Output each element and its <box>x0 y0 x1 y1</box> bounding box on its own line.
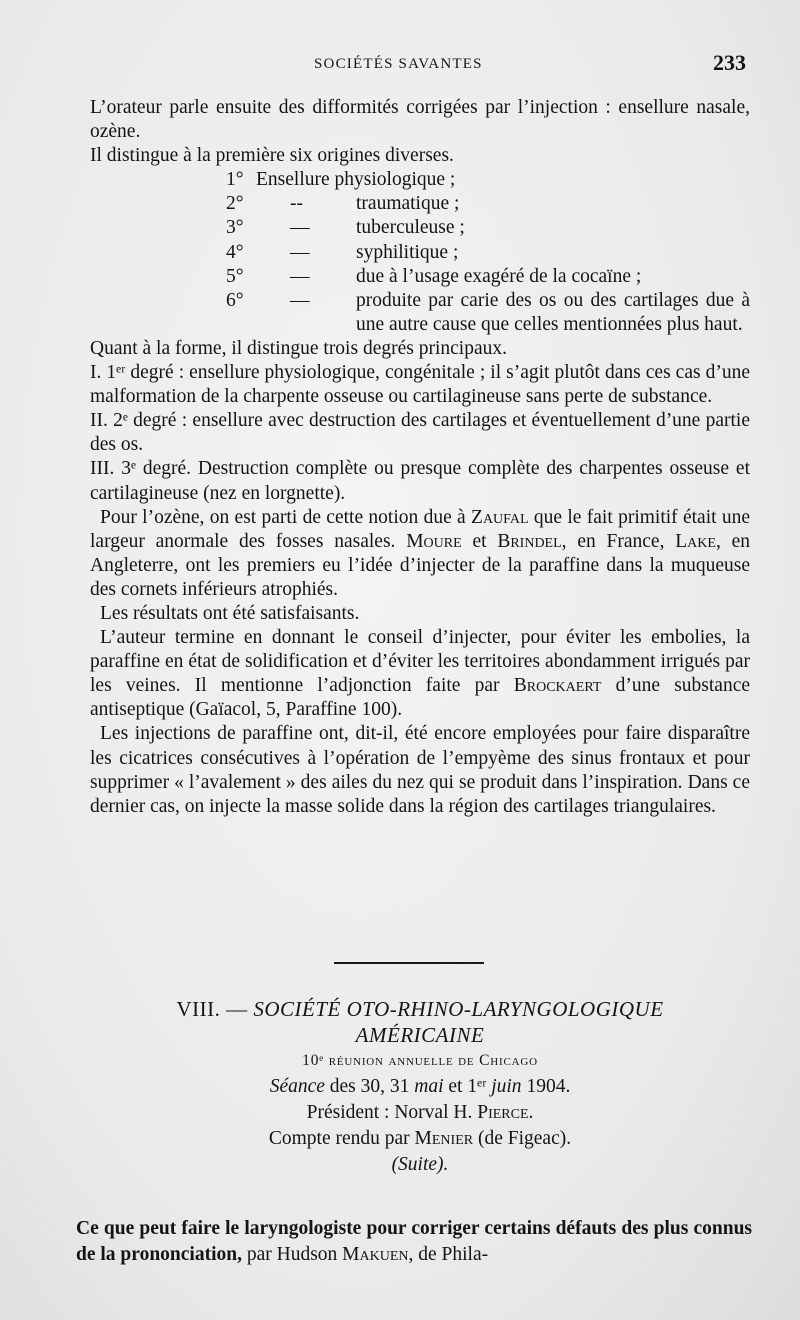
page-number: 233 <box>713 50 746 75</box>
text-run: que le fait primitif était une largeur anormale des fosses nasales. <box>90 506 751 552</box>
president-line <box>90 1100 750 1126</box>
origins-list <box>90 168 750 337</box>
paragraph-degree-3: III. 3ᵉ degré. Destruction complète ou presque complète des charpentes osseuse et cartilagineuse (nez en lorgnette). <box>90 458 750 504</box>
reporter-name: Menier <box>414 1128 474 1149</box>
list-dash: — <box>290 241 310 263</box>
text-run: d’une substance antiseptique (Gaïacol, 5, Paraffine 100). <box>90 675 751 721</box>
list-number: 6° <box>226 289 244 311</box>
author-lake: Lake <box>675 530 716 552</box>
paragraph-degree-1: I. 1ᵉʳ degré : ensellure physiologique, congénitale ; il s’agit plutôt dans ces cas d’une malformation de la charpente osseuse ou cartilagineuse sans perte de substance. <box>90 362 750 408</box>
section-title <box>90 996 750 1022</box>
session-month-juin: juin <box>491 1076 522 1097</box>
paragraph-ozene <box>90 506 750 602</box>
text-run: Pour l’ozène, on est parti de cette notion due à <box>100 506 466 528</box>
text-run: et <box>472 530 487 552</box>
running-title: SOCIÉTÉS SAVANTES <box>314 56 483 72</box>
session-line <box>90 1074 750 1100</box>
text-run: Président : Norval H. <box>306 1102 473 1123</box>
text-run: , en Angleterre, ont les premiers eu l’idée d’injecter de la paraffine dans la muqueuse des cornets inférieurs atrophiés. <box>90 530 751 600</box>
suite-label: (Suite). <box>391 1154 449 1175</box>
list-text: produite par carie des os ou des cartilages due à une autre cause que celles mentionnées plus haut. <box>356 289 750 335</box>
text-run: et 1ᵉʳ <box>448 1076 487 1097</box>
paragraph-advice <box>90 626 750 722</box>
section-heading <box>90 996 750 1178</box>
text-run: , de Phila- <box>408 1243 489 1265</box>
text-run: Compte rendu par <box>268 1128 410 1149</box>
text-run: des 30, 31 <box>329 1076 410 1097</box>
list-dash: — <box>290 217 310 239</box>
body-text <box>90 96 750 819</box>
author-makuen: Makuen <box>342 1243 409 1265</box>
text-run: par Hudson <box>246 1243 338 1265</box>
page-header <box>92 50 752 80</box>
list-item <box>90 192 750 216</box>
list-item <box>90 241 750 265</box>
author-zaufal: Zaufal <box>471 506 529 528</box>
list-dash: -- <box>290 193 303 215</box>
list-number: 2° <box>226 193 244 215</box>
session-year: 1904. <box>526 1076 571 1097</box>
paragraph-degree-2: II. 2ᵉ degré : ensellure avec destruction des cartilages et éventuellement d’une partie des os. <box>90 410 750 456</box>
list-item <box>90 289 750 337</box>
list-text: syphilitique ; <box>356 241 459 263</box>
list-number: 1° <box>226 169 244 191</box>
article-title: Ce que peut faire le laryngologiste pour corriger certains défauts des plus connus de la prononciation, <box>76 1217 752 1265</box>
list-dash: — <box>290 265 310 287</box>
article-heading <box>76 1216 752 1268</box>
list-text: traumatique ; <box>356 193 460 215</box>
list-item <box>90 265 750 289</box>
author-moure: Moure <box>406 530 462 552</box>
list-text: Ensellure physiologique ; <box>256 169 456 191</box>
session-month-mai: mai <box>414 1076 444 1097</box>
list-number: 4° <box>226 241 244 263</box>
list-item <box>90 216 750 240</box>
text-run: (de Figeac). <box>477 1128 572 1149</box>
president-name: Pierce. <box>477 1102 534 1123</box>
list-item <box>90 168 750 192</box>
author-brindel: Brindel <box>497 530 562 552</box>
text-run: L’auteur termine en donnant le conseil d’injecter, pour éviter les embolies, la paraffine en état de solidification et d’éviter les territoires abondamment irrigués par les veines. Il mentionne l’adjonction faite par <box>90 627 750 697</box>
text-run: , en France, <box>561 530 665 552</box>
paragraph-forms: Quant à la forme, il distingue trois degrés principaux. <box>90 337 507 359</box>
suite-line <box>90 1152 750 1178</box>
section-title-line2: AMÉRICAINE <box>355 1023 485 1047</box>
paragraph-results: Les résultats ont été satisfaisants. <box>100 602 360 624</box>
section-title-line1: SOCIÉTÉ OTO-RHINO-LARYNGOLOGIQUE <box>253 997 664 1021</box>
list-text: due à l’usage exagéré de la cocaïne ; <box>356 265 642 287</box>
section-divider <box>334 962 484 964</box>
list-text: tuberculeuse ; <box>356 217 465 239</box>
list-number: 5° <box>226 265 244 287</box>
author-brockaert: Brockaert <box>513 675 602 697</box>
paragraph-deformities: L’orateur parle ensuite des difformités corrigées par l’injection : ensellure nasale, ozène. <box>90 97 750 143</box>
paragraph-origins: Il distingue à la première six origines diverses. <box>90 145 454 167</box>
session-label: Séance <box>269 1076 325 1097</box>
list-number: 3° <box>226 217 244 239</box>
meeting-line: 10ᵉ réunion annuelle de Chicago <box>302 1052 538 1069</box>
list-dash: — <box>290 289 310 311</box>
section-number: VIII. — <box>176 997 248 1021</box>
report-line <box>90 1126 750 1152</box>
paragraph-injections: Les injections de paraffine ont, dit-il, été encore employées pour faire disparaître les cicatrices consécutives à l’opération de l’empyème des sinus frontaux et pour supprimer « l’avalement » des ailes du nez qui se produit dans l’inspiration. Dans ce dernier cas, on injecte la masse solide dans la région des cartilages triangulaires. <box>90 723 750 817</box>
